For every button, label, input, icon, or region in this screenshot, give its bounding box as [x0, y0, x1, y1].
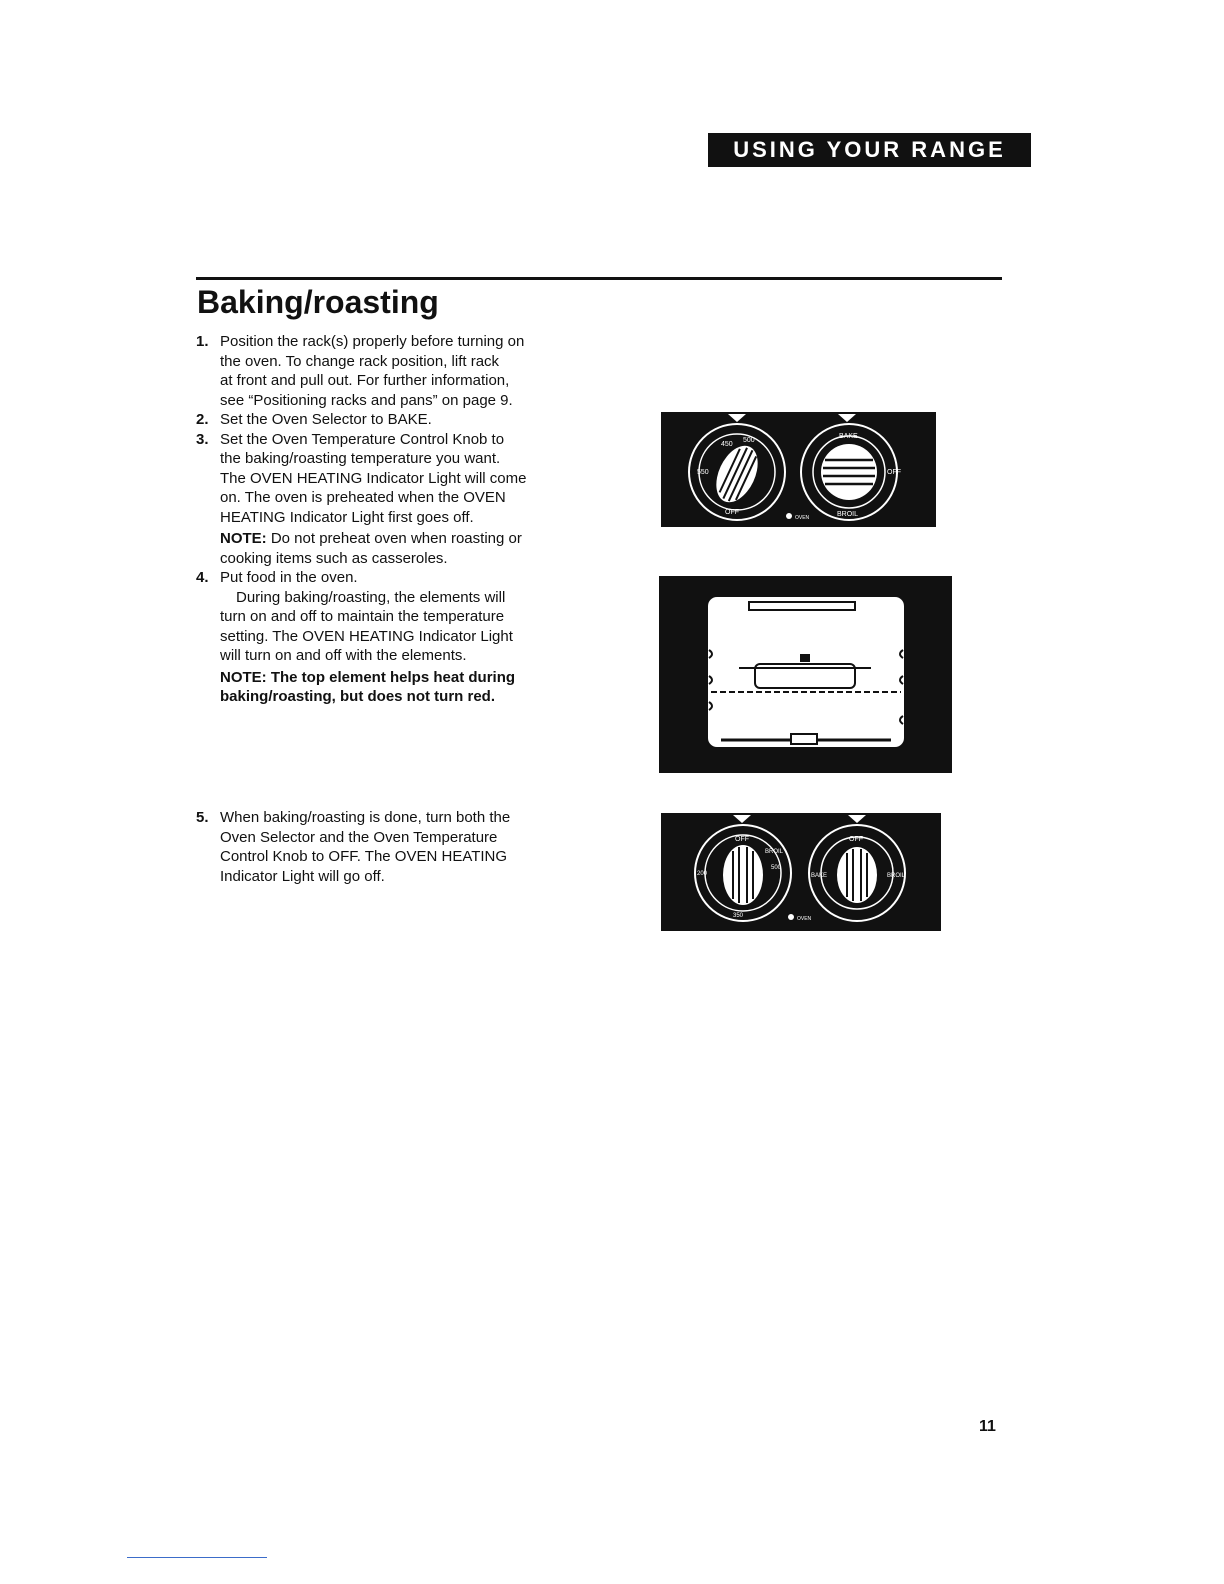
- step-number: 4.: [196, 569, 209, 586]
- pointer-marker: [728, 414, 746, 422]
- step-2: [196, 410, 596, 430]
- step-number: 3.: [196, 430, 209, 448]
- step-4: [196, 568, 596, 707]
- dial-mark: BAKE: [811, 873, 828, 879]
- pointer-marker: [733, 815, 751, 823]
- steps-list: [196, 332, 596, 707]
- step-line: turn on and off to maintain the temperature: [220, 608, 505, 625]
- step-3: [196, 430, 596, 569]
- dial-mark: 450: [721, 441, 733, 448]
- footer-rule: [127, 1557, 267, 1558]
- note-label: NOTE:: [220, 530, 267, 547]
- step-line: Control Knob to OFF. The OVEN HEATING: [220, 848, 508, 865]
- dial-mark: 350: [733, 913, 744, 919]
- dial-mark: 500: [743, 437, 755, 444]
- top-element: [749, 602, 855, 610]
- dial-mark: OFF: [735, 836, 749, 843]
- oven-indicator-light: [786, 513, 792, 519]
- page-number: 11: [979, 1418, 996, 1435]
- step-1: [196, 332, 596, 410]
- dial-mark: 200: [697, 871, 708, 877]
- step-line: Set the Oven Selector to BAKE.: [220, 411, 432, 428]
- knobs-illustration: [661, 412, 936, 527]
- figure-knobs-bake: [661, 412, 936, 527]
- step-line: setting. The OVEN HEATING Indicator Light: [220, 627, 513, 645]
- step-note-line: baking/roasting, but does not turn red.: [220, 688, 496, 705]
- step-line: the baking/roasting temperature you want.: [220, 450, 501, 467]
- pointer-marker: [838, 414, 856, 422]
- dial-mark: OFF: [887, 469, 901, 476]
- dial-mark: 500: [771, 865, 782, 871]
- dial-mark: OFF: [849, 836, 863, 843]
- step-number: 1.: [196, 333, 209, 350]
- dial-mark: BROIL: [837, 511, 859, 518]
- dial-mark: BROIL: [765, 849, 784, 855]
- title-rule: [196, 277, 1002, 280]
- step-line: Position the rack(s) properly before turning on: [220, 333, 525, 350]
- step-line: The OVEN HEATING Indicator Light will come: [220, 469, 527, 487]
- selector-knob: [821, 444, 877, 500]
- step-line: When baking/roasting is done, turn both the: [220, 809, 511, 826]
- step-line: Oven Selector and the Oven Temperature: [220, 828, 498, 846]
- step-5: [196, 808, 620, 886]
- selector-knob: [837, 847, 877, 903]
- step-line: During baking/roasting, the elements will: [236, 588, 506, 606]
- dial-mark: 550: [697, 469, 709, 476]
- step-number: 5.: [196, 809, 209, 826]
- step-number: 2.: [196, 411, 209, 428]
- figure-knobs-off: [661, 813, 941, 931]
- step-line: see “Positioning racks and pans” on page 9.: [220, 391, 513, 409]
- oven-interior-illustration: [659, 576, 952, 773]
- page-title: Baking/roasting: [197, 284, 439, 320]
- step-line: HEATING Indicator Light first goes off.: [220, 508, 474, 526]
- step-note: NOTE: The top element helps heat during: [220, 668, 516, 686]
- temperature-knob: [723, 845, 763, 905]
- step-line: will turn on and off with the elements.: [220, 647, 467, 664]
- figure-oven-interior: [659, 576, 952, 773]
- oven-indicator-light: [788, 914, 794, 920]
- step-note-line: cooking items such as casseroles.: [220, 549, 448, 567]
- step-line: at front and pull out. For further information,: [220, 372, 510, 389]
- knobs-off-illustration: [661, 813, 941, 931]
- step-line: Put food in the oven.: [220, 569, 358, 586]
- step-line: Set the Oven Temperature Control Knob to: [220, 430, 505, 448]
- indicator-label: OVEN: [795, 515, 810, 521]
- pointer-marker: [848, 815, 866, 823]
- dial-mark: BROIL: [887, 873, 906, 879]
- dial-mark: BAKE: [839, 433, 858, 440]
- step-note: [220, 529, 596, 549]
- step-line: on. The oven is preheated when the OVEN: [220, 489, 506, 506]
- pan-lid-handle: [800, 654, 810, 662]
- section-banner: USING YOUR RANGE: [708, 133, 1031, 167]
- indicator-label: OVEN: [797, 916, 812, 922]
- note-text: Do not preheat oven when roasting or: [270, 530, 522, 547]
- bottom-element-bracket: [791, 734, 817, 744]
- step-line: the oven. To change rack position, lift rack: [220, 352, 500, 370]
- dial-mark: OFF: [725, 509, 739, 516]
- step-line: Indicator Light will go off.: [220, 867, 385, 885]
